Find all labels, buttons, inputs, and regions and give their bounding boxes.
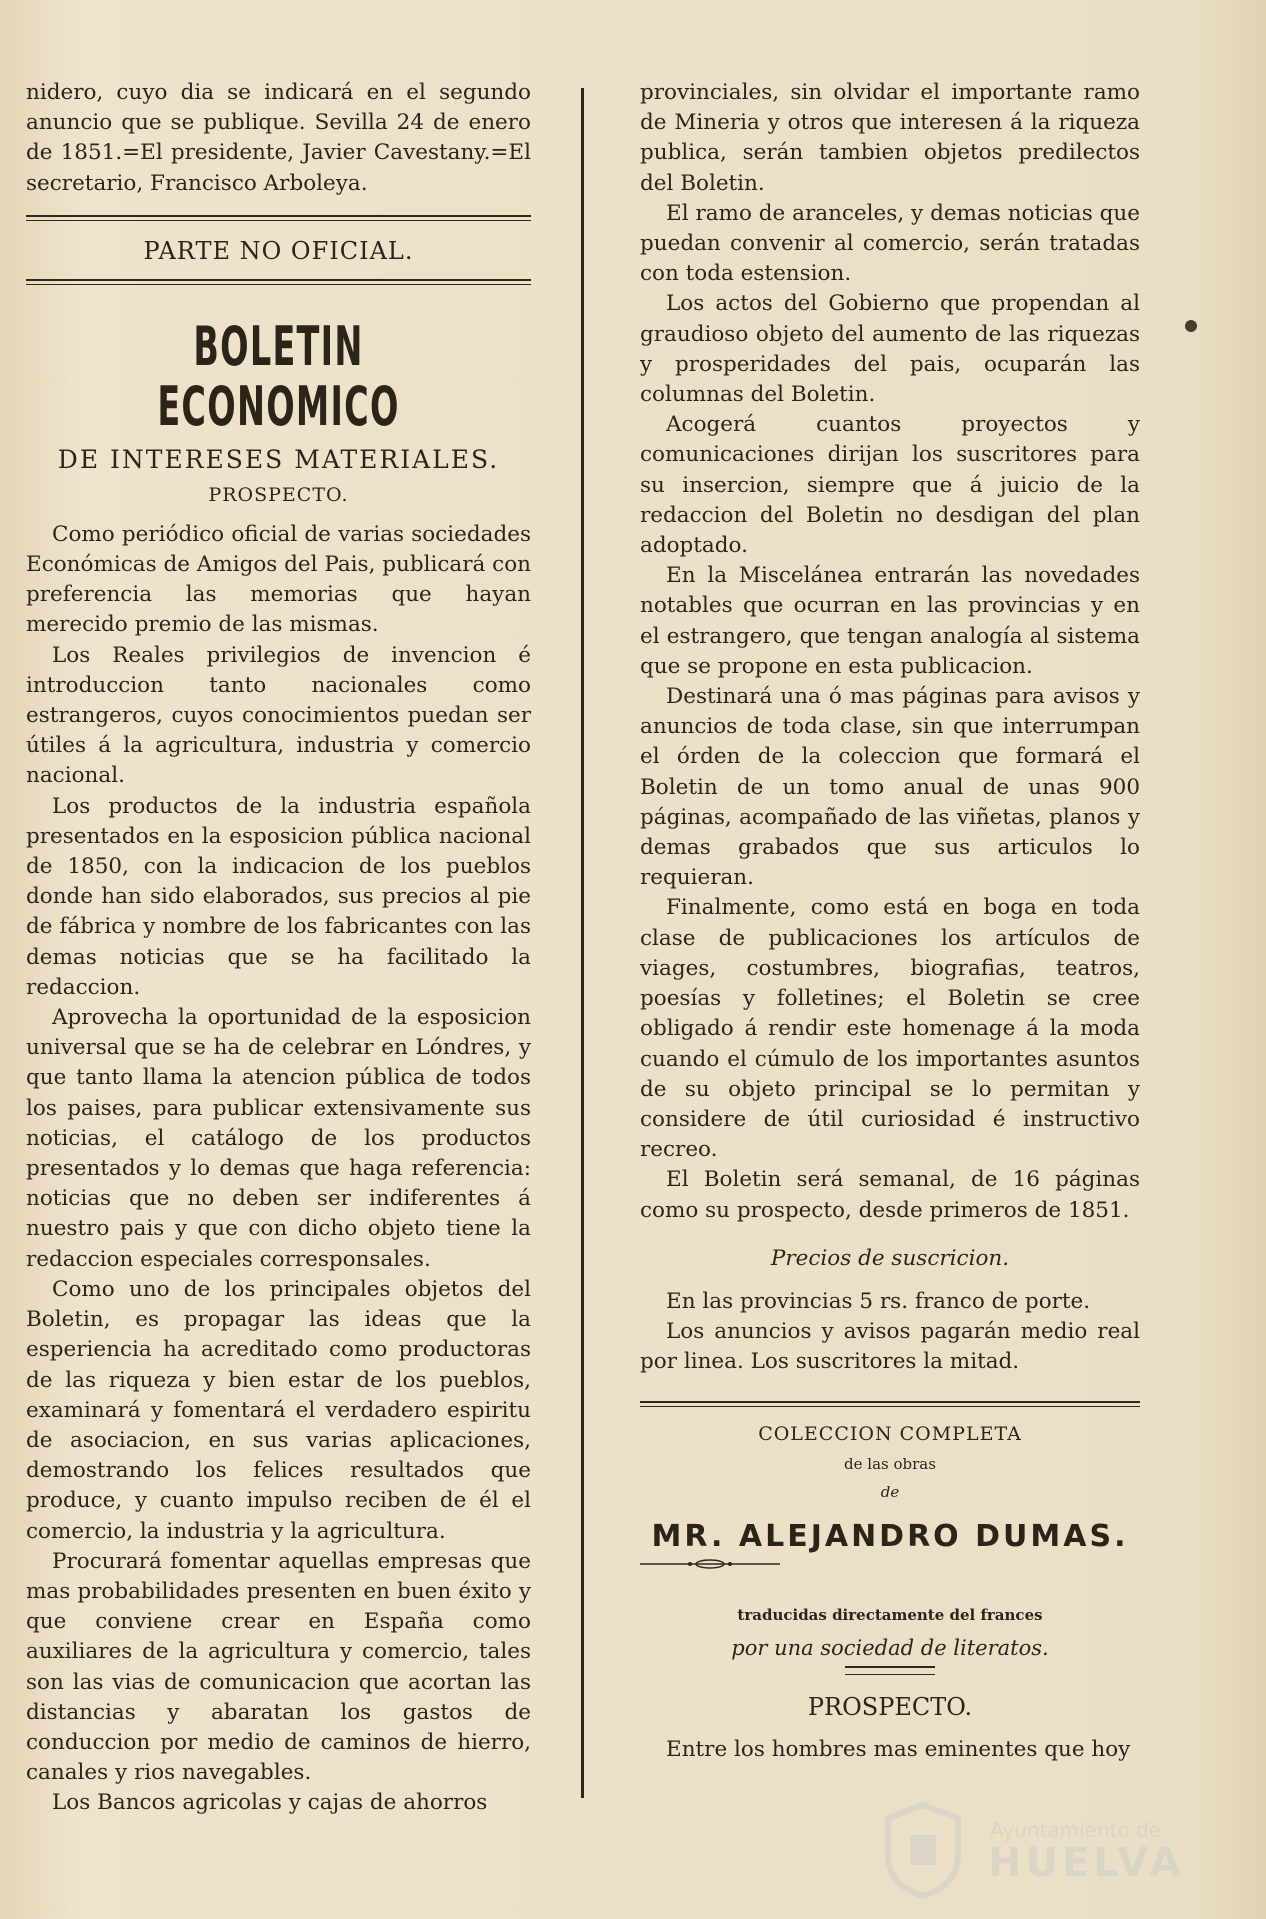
watermark-line1: Ayuntamiento de [990, 1818, 1162, 1842]
section-title: PARTE NO OFICIAL. [143, 236, 414, 265]
paragraph: Aprovecha la oportunidad de la esposicion universal que se ha de celebrar en Lóndres, y que tanto llama la atencion pública de todos los paises, para publicar extensivamente sus noticias, el catálogo de los productos presentados y lo demas que haga referencia: noticias que no deben ser indiferentes á nuestro pais y que con dicho objeto tiene la redaccion especiales corresponsales. [26, 1005, 531, 1272]
de-las-obras: de las obras [844, 1455, 936, 1474]
masthead-subtitle: DE INTERESES MATERIALES. [57, 444, 500, 474]
double-rule [640, 1401, 1140, 1409]
paragraph: El ramo de aranceles, y demas noticias que puedan convenir al comercio, serán tratadas con toda estension. [640, 200, 1140, 287]
precios-heading: Precios de suscricion. [770, 1245, 1010, 1271]
ink-spot [1185, 320, 1197, 332]
precio-line: En las provincias 5 rs. franco de porte. [666, 1288, 1091, 1314]
paragraph: Como periódico oficial de varias sociedades Económicas de Amigos del Pais, publicará con preferencia las memorias que hayan merecido premio de las mismas. [26, 521, 531, 638]
paragraph: Los productos de la industria española presentados en la esposicion pública nacional de 1850, con la indicacion de los pueblos donde han sido elaborados, sus precios al pie de fábrica y nombre de los fabricantes con las demas noticias que se ha facilitado la redaccion. [26, 793, 531, 1000]
literatos-line: por una sociedad de literatos. [731, 1636, 1049, 1661]
shield-icon [878, 1800, 968, 1900]
de-word: de [880, 1483, 900, 1502]
prospecto-heading: PROSPECTO. [807, 1693, 973, 1722]
paragraph: Los Reales privilegios de invencion é introduccion tanto nacionales como estrangeros, cuyos conocimientos puedan ser útiles á la agricultura, industria y comercio nacional. [26, 642, 531, 789]
short-rule [845, 1666, 935, 1675]
paragraph: Los actos del Gobierno que propendan al graudioso objeto del aumento de las riquezas y prosperidades del pais, ocuparán las columnas del Boletin. [640, 291, 1140, 408]
paragraph: Los Bancos agricolas y cajas de ahorros [52, 1790, 488, 1816]
masthead-title: BOLETIN ECONOMICO [157, 314, 400, 438]
paragraph: Finalmente, como está en boga en toda clase de publicaciones los artículos de viages, costumbres, biografias, teatros, poesías y folletines; el Boletin se cree obligado á rendir este homenage á la moda cuando el cúmulo de los importantes asuntos de su objeto principal se lo permitan y considere de útil curiosidad é instructivo recreo. [640, 895, 1140, 1163]
paragraph: Entre los hombres mas eminentes que hoy [666, 1737, 1131, 1763]
precio-line: Los anuncios y avisos pagarán medio real por linea. Los suscritores la mitad. [640, 1318, 1140, 1375]
watermark [868, 1800, 1188, 1900]
watermark-line2: HUELVA [988, 1840, 1185, 1886]
double-rule [26, 279, 531, 287]
paragraph: El Boletin será semanal, de 16 páginas como su prospecto, desde primeros de 1851. [640, 1167, 1140, 1223]
traducidas-line: traducidas directamente del frances [737, 1606, 1043, 1625]
paragraph: Acogerá cuantos proyectos y comunicaciones dirijan los suscritores para su insercion, siempre que á juicio de la redaccion del Boletin no desdigan del plan adoptado. [640, 412, 1140, 559]
paragraph: Como uno de los principales objetos del Boletin, es propagar las ideas que la esperiencia ha acreditado como productoras de las riqueza y bien estar de los pueblos, examinará y fomentará el verdadero espiritu de asociacion, en sus varias aplicaciones, demostrando los felices resultados que produce, y cuanto impulso reciben de él el comercio, la industria y la agricultura. [26, 1276, 531, 1544]
top-notice: nidero, cuyo dia se indicará en el segundo anuncio que se publique. Sevilla 24 de enero de 1851.=El presidente, Javier Cavestany.=El secretario, Francisco Arboleya. [26, 80, 531, 196]
author-name: MR. ALEJANDRO DUMAS. [651, 1519, 1129, 1555]
paragraph: Procurará fomentar aquellas empresas que mas probabilidades presenten en buen éxito y que conviene crear en España como auxiliares de la agricultura y comercio, tales son las vias de comunicacion que acortan las distancias y abaratan los gastos de conduccion por medio de caminos de hierro, canales y rios navegables. [26, 1548, 531, 1786]
right-column [640, 78, 1140, 1766]
prospecto-heading: PROSPECTO. [208, 483, 349, 506]
paragraph: Destinará una ó mas páginas para avisos y anuncios de toda clase, sin que interrumpan el órden de la coleccion que formará el Boletin de un tomo anual de unas 900 páginas, acompañado de las viñetas, planos y demas grabados que sus articulos lo requieran. [640, 684, 1140, 891]
left-column [26, 78, 531, 1819]
double-rule [26, 215, 531, 223]
paragraph: provinciales, sin olvidar el importante ramo de Mineria y otros que interesen á la riqueza publica, serán tambien objetos predilectos del Boletin. [640, 80, 1140, 196]
paragraph: En la Miscelánea entrarán las novedades notables que ocurran en las provincias y en el estrangero, que tengan analogía al sistema que se propone en esta publicacion. [640, 563, 1140, 679]
coleccion-heading: COLECCION COMPLETA [758, 1423, 1022, 1446]
flourish-ornament [640, 1558, 780, 1570]
column-divider [581, 88, 584, 1798]
